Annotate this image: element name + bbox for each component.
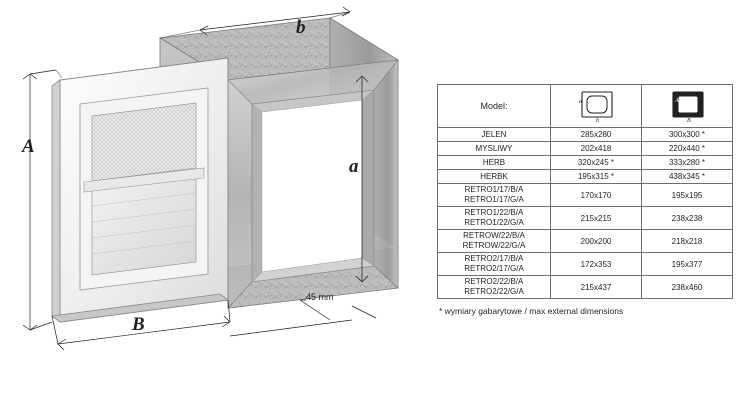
model-line-2: RETROW/22/G/A	[462, 241, 526, 250]
model-line-2: RETRO2/22/G/A	[464, 287, 524, 296]
svg-text:b: b	[596, 118, 599, 123]
table-row	[438, 156, 733, 170]
model-line-1: RETRO2/22/B/A	[464, 277, 524, 286]
table-row	[438, 142, 733, 156]
cell-dim-a: 285x280	[551, 128, 642, 142]
white-front-grille	[52, 58, 228, 322]
cell-dim-b: 300x300 *	[642, 128, 733, 142]
dim-label-depth: 45 mm	[306, 292, 334, 302]
cell-dim-b: 218x218	[642, 230, 733, 253]
table-row	[438, 276, 733, 299]
cell-dim-a: 195x315 *	[551, 170, 642, 184]
cell-model	[438, 184, 551, 207]
cell-model: JELEN	[438, 128, 551, 142]
cell-dim-a: 215x215	[551, 207, 642, 230]
frame-icon	[642, 89, 732, 123]
dim-label-a: a	[349, 156, 359, 177]
cell-dim-b: 195x377	[642, 253, 733, 276]
dim-label-b: b	[296, 17, 306, 38]
svg-text:a: a	[579, 99, 582, 105]
cell-model	[438, 253, 551, 276]
cell-dim-b: 333x280 *	[642, 156, 733, 170]
cell-dim-b: 438x345 *	[642, 170, 733, 184]
cell-dim-b: 238x238	[642, 207, 733, 230]
model-line-2: RETRO2/17/G/A	[464, 264, 524, 273]
model-line-1: RETRO1/22/B/A	[464, 208, 524, 217]
model-line-1: RETRO2/17/B/A	[464, 254, 524, 263]
cell-dim-b: 220x440 *	[642, 142, 733, 156]
table-row	[438, 184, 733, 207]
cell-model: HERB	[438, 156, 551, 170]
model-line-2: RETRO1/17/G/A	[464, 195, 524, 204]
model-line-1: RETROW/22/B/A	[463, 231, 525, 240]
table-head	[438, 85, 733, 128]
cell-model	[438, 230, 551, 253]
cell-model	[438, 207, 551, 230]
cell-dim-a: 215x437	[551, 276, 642, 299]
cell-dim-a: 170x170	[551, 184, 642, 207]
model-line-1: RETRO1/17/B/A	[464, 185, 524, 194]
table-row	[438, 128, 733, 142]
cell-model: HERBK	[438, 170, 551, 184]
cell-dim-a: 172x353	[551, 253, 642, 276]
dimensions-table-panel	[437, 84, 740, 316]
table-row	[438, 207, 733, 230]
cell-model: MYSLIWY	[438, 142, 551, 156]
front-grille-icon	[551, 89, 641, 123]
table-row	[438, 170, 733, 184]
header-model: Model:	[438, 85, 551, 128]
svg-text:B: B	[687, 118, 691, 123]
cell-dim-a: 320x245 *	[551, 156, 642, 170]
model-line-2: RETRO1/22/G/A	[464, 218, 524, 227]
table-row	[438, 230, 733, 253]
grille-mesh	[92, 103, 196, 181]
table-row	[438, 253, 733, 276]
cell-dim-b: 195x195	[642, 184, 733, 207]
dimensions-table	[437, 84, 733, 299]
cell-dim-a: 200x200	[551, 230, 642, 253]
dim-label-B: B	[132, 314, 145, 335]
table-body	[438, 128, 733, 299]
cell-dim-b: 238x460	[642, 276, 733, 299]
table-header-row	[438, 85, 733, 128]
table-footnote: * wymiary gabarytowe / max external dimensions	[439, 306, 624, 316]
header-col-a	[551, 85, 642, 128]
cell-model	[438, 276, 551, 299]
cell-dim-a: 202x418	[551, 142, 642, 156]
header-col-b	[642, 85, 733, 128]
svg-text:A: A	[675, 98, 679, 104]
dim-label-A: A	[22, 136, 35, 157]
